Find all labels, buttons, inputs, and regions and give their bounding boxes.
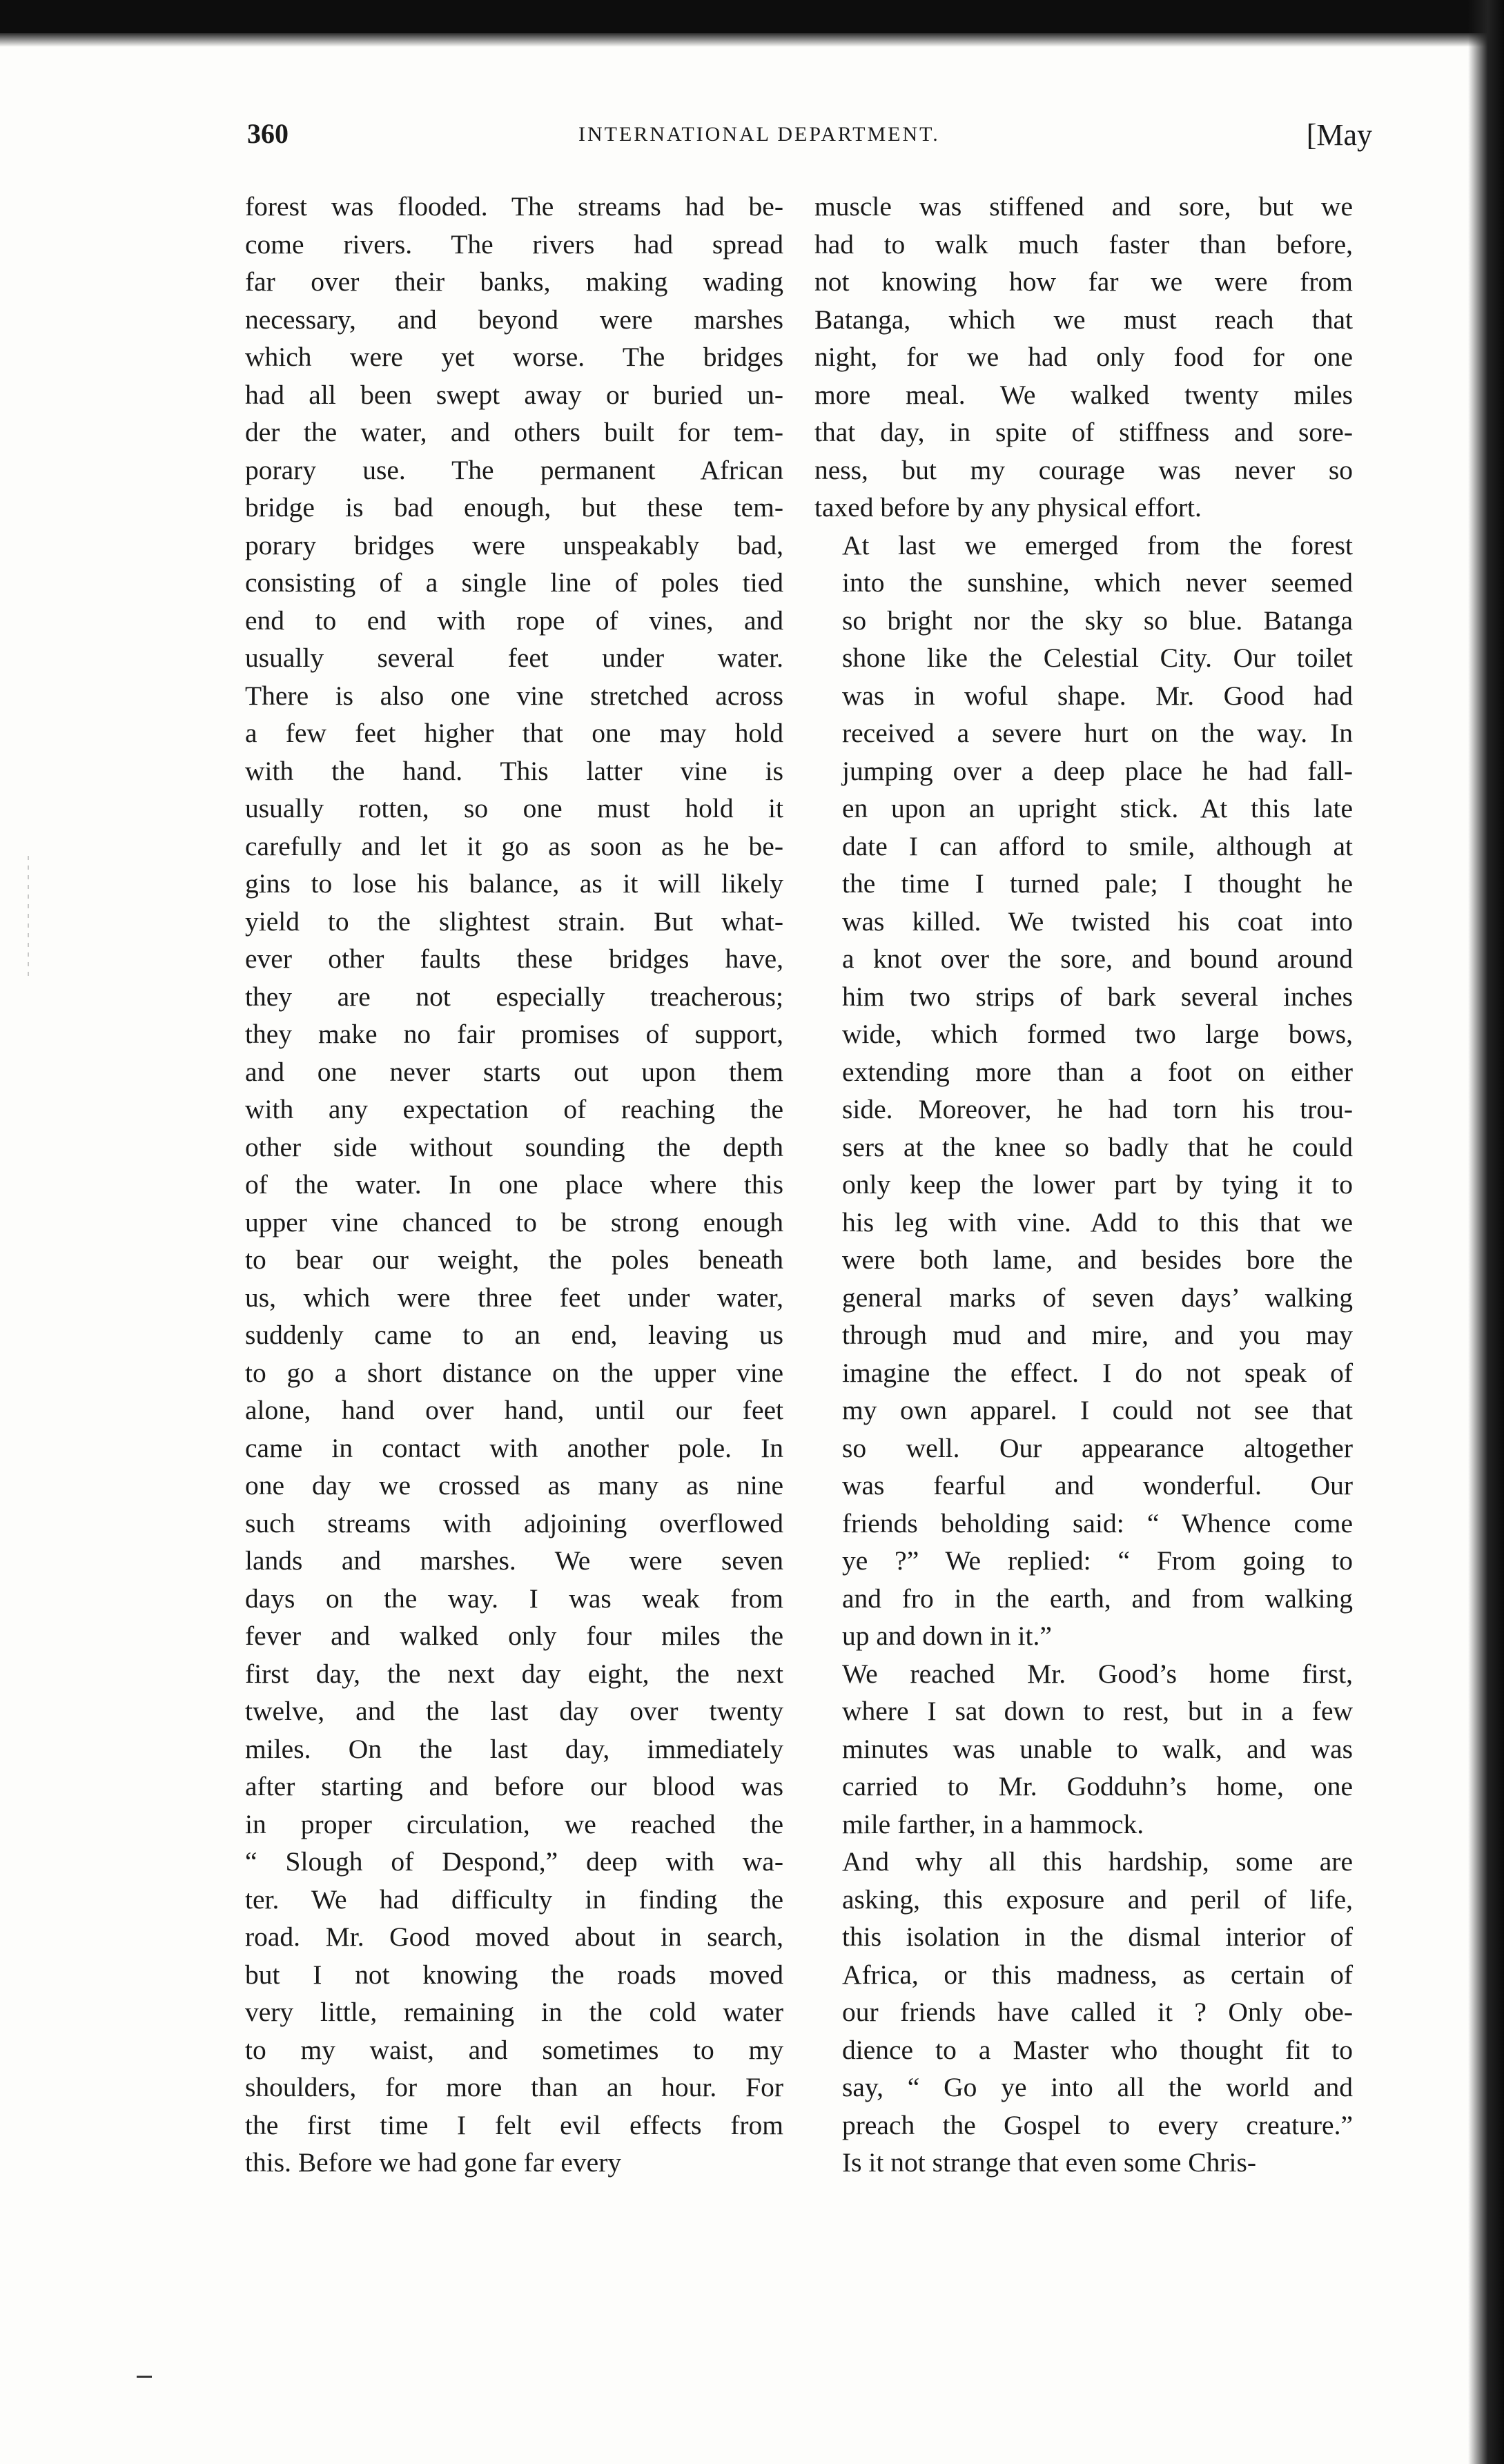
text-line: were both lame, and besides bore the — [842, 1244, 1353, 1275]
paragraph — [245, 188, 783, 2182]
text-line: with the hand. This latter vine is — [245, 755, 783, 786]
text-line: first day, the next day eight, the next — [245, 1658, 783, 1689]
paragraph — [814, 1843, 1353, 2182]
text-line: my own apparel. I could not see that — [842, 1395, 1353, 1425]
text-line: lands and marshes. We were seven — [245, 1545, 783, 1576]
text-line: yield to the slightest strain. But what- — [245, 906, 783, 937]
text-line: And why all this hardship, some are — [842, 1846, 1353, 1877]
text-line: shone like the Celestial City. Our toilet — [842, 643, 1353, 673]
margin-mark — [137, 2376, 152, 2378]
text-line: friends beholding said: “ Whence come — [842, 1507, 1353, 1538]
text-line: night, for we had only food for one — [814, 342, 1353, 372]
text-line: come rivers. The rivers had spread — [245, 228, 783, 260]
text-line: imagine the effect. I do not speak of — [842, 1357, 1353, 1388]
running-head: INTERNATIONAL DEPARTMENT. — [578, 123, 940, 146]
text-line: this isolation in the dismal interior of — [842, 1922, 1353, 1952]
text-line: Is it not strange that even some Chris- — [842, 2147, 1257, 2178]
text-line: was in woful shape. Mr. Good had — [842, 680, 1353, 711]
text-line: wide, which formed two large bows, — [842, 1019, 1353, 1049]
left-text-column — [245, 188, 783, 2182]
text-line: a knot over the sore, and bound around — [842, 943, 1353, 974]
text-line: twelve, and the last day over twenty — [245, 1696, 783, 1726]
text-line: date I can afford to smile, although at — [842, 830, 1353, 861]
text-line: upper vine chanced to be strong enough — [245, 1206, 783, 1238]
text-line: ye ?” We replied: “ From going to — [842, 1545, 1353, 1576]
text-line: the first time I felt evil effects from — [245, 2109, 783, 2140]
page-number: 360 — [247, 118, 289, 149]
text-line: end to end with rope of vines, and — [245, 605, 783, 636]
text-line: far over their banks, making wading — [245, 266, 783, 297]
text-line: sers at the knee so badly that he could — [842, 1131, 1353, 1162]
text-line: they make no fair promises of support, — [245, 1019, 783, 1049]
text-line: say, “ Go ye into all the world and — [842, 2072, 1353, 2102]
text-line: general marks of seven days’ walking — [842, 1282, 1353, 1313]
text-line: dience to a Master who thought fit to — [842, 2034, 1353, 2065]
text-line: so well. Our appearance altogether — [842, 1432, 1353, 1463]
paragraph — [814, 1655, 1353, 1844]
text-line: fever and walked only four miles the — [245, 1621, 783, 1651]
text-line: this. Before we had gone far every — [245, 2147, 622, 2178]
text-line: Africa, or this madness, as certain of — [842, 1959, 1353, 1990]
paragraph — [814, 188, 1353, 527]
text-line: necessary, and beyond were marshes — [245, 304, 783, 335]
text-line: into the sunshine, which never seemed — [842, 567, 1353, 598]
scan-top-shadow — [0, 33, 1504, 47]
text-line: received a severe hurt on the way. In — [842, 718, 1353, 748]
text-line: consisting of a single line of poles tied — [245, 567, 783, 598]
text-line: Batanga, which we must reach that — [814, 304, 1353, 335]
text-line: der the water, and others built for tem- — [245, 417, 783, 447]
text-line: usually rotten, so one must hold it — [245, 793, 783, 823]
text-line: so bright nor the sky so blue. Batanga — [842, 605, 1353, 636]
text-line: up and down in it.” — [842, 1621, 1052, 1651]
text-line: minutes was unable to walk, and was — [842, 1733, 1353, 1764]
text-line: to go a short distance on the upper vine — [245, 1357, 783, 1388]
text-line: his leg with vine. Add to this that we — [842, 1206, 1353, 1238]
text-line: gins to lose his balance, as it will likely — [245, 868, 783, 899]
text-line: asking, this exposure and peril of life, — [842, 1884, 1353, 1915]
text-line: mile farther, in a hammock. — [842, 1808, 1144, 1839]
text-line: en upon an upright stick. At this late — [842, 793, 1353, 823]
text-line: other side without sounding the depth — [245, 1131, 783, 1162]
text-line: “ Slough of Despond,” deep with wa- — [245, 1846, 783, 1877]
text-line: suddenly came to an end, leaving us — [245, 1320, 783, 1350]
text-line: road. Mr. Good moved about in search, — [245, 1922, 783, 1952]
text-line: side. Moreover, he had torn his trou- — [842, 1094, 1353, 1124]
text-line: through mud and mire, and you may — [842, 1320, 1353, 1350]
text-line: At last we emerged from the forest — [842, 529, 1353, 560]
text-line: was fearful and wonderful. Our — [842, 1470, 1353, 1500]
text-line: not knowing how far we were from — [814, 266, 1353, 297]
text-line: was killed. We twisted his coat into — [842, 906, 1353, 937]
text-line: alone, hand over hand, until our feet — [245, 1395, 783, 1425]
text-line: such streams with adjoining overflowed — [245, 1507, 783, 1538]
issue-month: [May — [1306, 118, 1372, 152]
text-line: which were yet worse. The bridges — [245, 342, 783, 372]
text-line: they are not especially treacherous; — [245, 981, 783, 1012]
text-line: We reached Mr. Good’s home first, — [842, 1658, 1353, 1689]
text-line: had all been swept away or buried un- — [245, 379, 783, 410]
text-line: one day we crossed as many as nine — [245, 1470, 783, 1500]
text-line: more meal. We walked twenty miles — [814, 379, 1353, 410]
page-header — [247, 117, 1372, 159]
text-line: shoulders, for more than an hour. For — [245, 2072, 783, 2102]
text-line: jumping over a deep place he had fall- — [842, 755, 1353, 786]
right-text-column — [814, 188, 1353, 2182]
text-line: only keep the lower part by tying it to — [842, 1169, 1353, 1200]
text-line: miles. On the last day, immediately — [245, 1733, 783, 1764]
text-line: had to walk much faster than before, — [814, 228, 1353, 260]
text-line: carried to Mr. Godduhn’s home, one — [842, 1771, 1353, 1801]
scan-right-border — [1468, 0, 1504, 2464]
scan-artifact — [28, 856, 29, 980]
text-line: in proper circulation, we reached the — [245, 1808, 783, 1839]
text-line: muscle was stiffened and sore, but we — [814, 191, 1353, 222]
text-line: extending more than a foot on either — [842, 1056, 1353, 1087]
text-line: to bear our weight, the poles beneath — [245, 1244, 783, 1275]
text-line: where I sat down to rest, but in a few — [842, 1696, 1353, 1726]
text-line: taxed before by any physical effort. — [814, 492, 1202, 522]
text-line: to my waist, and sometimes to my — [245, 2034, 783, 2065]
text-line: came in contact with another pole. In — [245, 1432, 783, 1463]
text-line: preach the Gospel to every creature.” — [842, 2109, 1353, 2140]
text-line: him two strips of bark several inches — [842, 981, 1353, 1012]
text-line: a few feet higher that one may hold — [245, 718, 783, 748]
paragraph — [814, 527, 1353, 1655]
text-line: very little, remaining in the cold water — [245, 1997, 783, 2027]
text-line: porary bridges were unspeakably bad, — [245, 529, 783, 560]
text-line: carefully and let it go as soon as he be- — [245, 830, 783, 861]
text-line: ter. We had difficulty in finding the — [245, 1884, 783, 1915]
text-line: us, which were three feet under water, — [245, 1282, 783, 1313]
text-line: and fro in the earth, and from walking — [842, 1583, 1353, 1614]
text-line: our friends have called it ? Only obe- — [842, 1997, 1353, 2027]
text-line: bridge is bad enough, but these tem- — [245, 492, 783, 522]
text-line: There is also one vine stretched across — [245, 680, 783, 711]
text-line: of the water. In one place where this — [245, 1169, 783, 1200]
text-line: forest was flooded. The streams had be- — [245, 191, 783, 222]
text-line: after starting and before our blood was — [245, 1771, 783, 1801]
text-line: with any expectation of reaching the — [245, 1094, 783, 1124]
text-line: the time I turned pale; I thought he — [842, 868, 1353, 899]
text-line: ness, but my courage was never so — [814, 454, 1353, 485]
text-line: that day, in spite of stiffness and sore- — [814, 417, 1353, 447]
text-line: days on the way. I was weak from — [245, 1583, 783, 1614]
scan-top-border — [0, 0, 1504, 33]
text-line: ever other faults these bridges have, — [245, 943, 783, 974]
text-line: and one never starts out upon them — [245, 1056, 783, 1087]
text-line: porary use. The permanent African — [245, 454, 783, 485]
text-line: but I not knowing the roads moved — [245, 1959, 783, 1990]
text-line: usually several feet under water. — [245, 643, 783, 673]
